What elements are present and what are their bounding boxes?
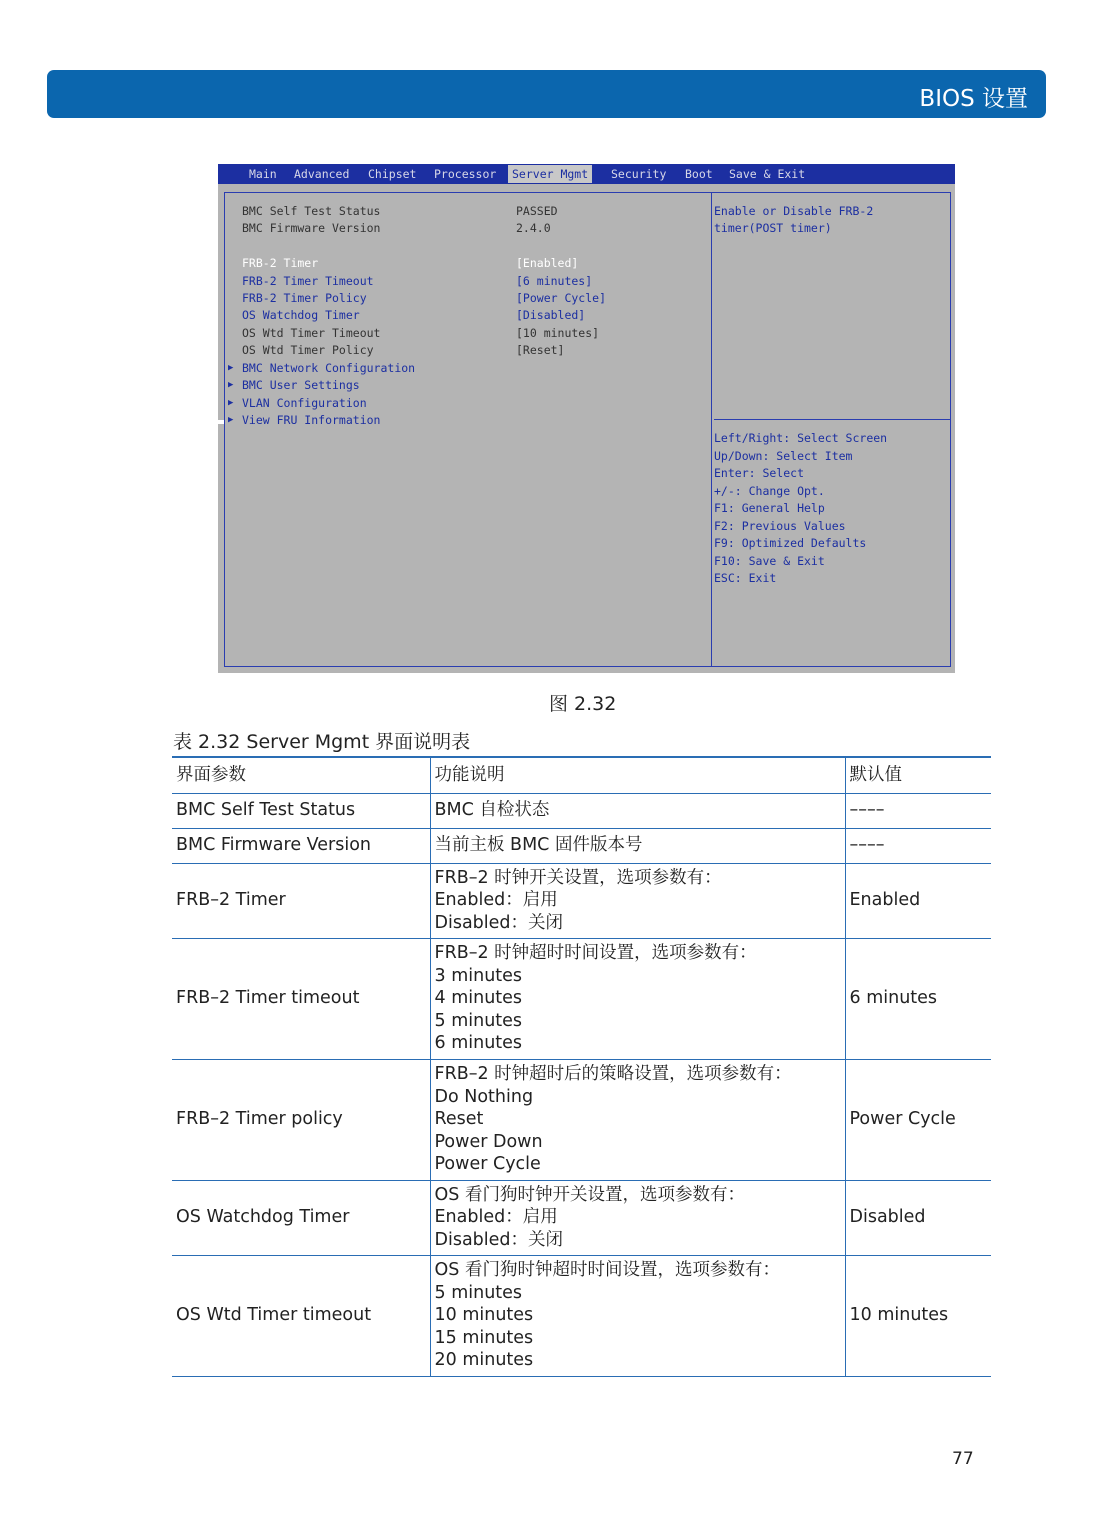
desc-cell xyxy=(430,938,845,1059)
bios-key-hint: F2: Previous Values xyxy=(714,519,846,533)
bios-item-value[interactable]: [Power Cycle] xyxy=(516,291,607,305)
desc-cell xyxy=(430,793,845,828)
desc-line: Enabled：启用 xyxy=(434,890,558,911)
param-cell: FRB–2 Timer xyxy=(172,863,430,938)
desc-line: 5 minutes xyxy=(434,1282,523,1303)
table-row xyxy=(172,1255,991,1376)
bios-tab-boot[interactable]: Boot xyxy=(685,167,713,181)
default-cell: –––– xyxy=(845,793,991,828)
bios-item-value[interactable]: [Disabled] xyxy=(516,308,586,322)
bios-help-text: Enable or Disable FRB-2 xyxy=(714,204,874,218)
param-cell: BMC Self Test Status xyxy=(172,793,430,828)
bios-tab-main[interactable]: Main xyxy=(249,167,277,181)
bios-tab-bar xyxy=(218,164,955,184)
desc-line: FRB–2 时钟开关设置，选项参数有： xyxy=(434,867,722,888)
bios-key-hint: Enter: Select xyxy=(714,466,805,480)
bios-key-hint: Up/Down: Select Item xyxy=(714,449,853,463)
desc-line: Do Nothing xyxy=(434,1086,534,1107)
bios-tab-advanced[interactable]: Advanced xyxy=(294,167,350,181)
bios-submenu-view-fru[interactable]: View FRU Information xyxy=(242,413,381,427)
desc-line: 20 minutes xyxy=(434,1350,534,1371)
desc-line: Disabled：关闭 xyxy=(434,1229,564,1250)
desc-cell xyxy=(430,863,845,938)
header-cell: 界面参数 xyxy=(172,757,430,793)
desc-line: 6 minutes xyxy=(434,1033,523,1054)
param-cell: FRB–2 Timer timeout xyxy=(172,938,430,1059)
bios-item-label: OS Wtd Timer Policy xyxy=(242,343,374,357)
bios-help-divider xyxy=(714,419,950,420)
table-header-row xyxy=(172,757,991,793)
table-row xyxy=(172,793,991,828)
default-cell: Disabled xyxy=(845,1180,991,1255)
desc-line: BMC 自检状态 xyxy=(434,800,550,821)
bios-key-hint: F1: General Help xyxy=(714,501,825,515)
spec-table xyxy=(172,756,991,1377)
bios-tab-processor[interactable]: Processor xyxy=(434,167,497,181)
table-row xyxy=(172,1059,991,1180)
bios-item-os-watchdog[interactable]: OS Watchdog Timer xyxy=(242,308,360,322)
table-title: 表 2.32 Server Mgmt 界面说明表 xyxy=(173,731,471,753)
table-row xyxy=(172,863,991,938)
bios-item-value: [Reset] xyxy=(516,343,565,357)
submenu-arrow-icon: ▶ xyxy=(228,398,234,408)
desc-line: Power Cycle xyxy=(434,1154,541,1175)
bios-tab-save-exit[interactable]: Save & Exit xyxy=(729,167,806,181)
bios-key-hint: +/-: Change Opt. xyxy=(714,484,825,498)
submenu-arrow-icon: ▶ xyxy=(228,363,234,373)
param-cell: OS Watchdog Timer xyxy=(172,1180,430,1255)
bios-item-label: BMC Self Test Status xyxy=(242,204,381,218)
header-cell: 默认值 xyxy=(845,757,991,793)
default-cell: –––– xyxy=(845,828,991,863)
bios-submenu-vlan[interactable]: VLAN Configuration xyxy=(242,396,367,410)
desc-line: OS 看门狗时钟超时时间设置，选项参数有： xyxy=(434,1260,780,1281)
bios-item-value: 2.4.0 xyxy=(516,221,551,235)
default-cell: 6 minutes xyxy=(845,938,991,1059)
default-cell: Power Cycle xyxy=(845,1059,991,1180)
page-number: 77 xyxy=(952,1449,974,1469)
bios-tab-chipset[interactable]: Chipset xyxy=(368,167,417,181)
desc-line: Enabled：启用 xyxy=(434,1207,558,1228)
submenu-arrow-icon: ▶ xyxy=(228,415,234,425)
bios-help-panel xyxy=(711,192,951,667)
submenu-arrow-icon: ▶ xyxy=(228,380,234,390)
desc-line: 5 minutes xyxy=(434,1010,523,1031)
bios-item-value: [10 minutes] xyxy=(516,326,600,340)
desc-line: OS 看门狗时钟开关设置，选项参数有： xyxy=(434,1184,745,1205)
bios-key-hint: Left/Right: Select Screen xyxy=(714,431,888,445)
desc-cell xyxy=(430,1059,845,1180)
param-cell: OS Wtd Timer timeout xyxy=(172,1255,430,1376)
bios-cursor-marker xyxy=(218,420,224,424)
bios-item-frb2-timer[interactable]: FRB-2 Timer xyxy=(242,256,319,270)
desc-line: 15 minutes xyxy=(434,1327,534,1348)
param-cell: FRB–2 Timer policy xyxy=(172,1059,430,1180)
bios-screenshot xyxy=(218,164,955,673)
default-cell: 10 minutes xyxy=(845,1255,991,1376)
param-cell: BMC Firmware Version xyxy=(172,828,430,863)
table-row xyxy=(172,1180,991,1255)
figure-caption: 图 2.32 xyxy=(549,693,617,715)
desc-cell xyxy=(430,1180,845,1255)
default-cell: Enabled xyxy=(845,863,991,938)
bios-key-hint: F9: Optimized Defaults xyxy=(714,536,867,550)
desc-line: 当前主板 BMC 固件版本号 xyxy=(434,835,643,856)
table-row xyxy=(172,938,991,1059)
table-row xyxy=(172,828,991,863)
bios-submenu-bmc-user[interactable]: BMC User Settings xyxy=(242,378,360,392)
desc-line: Disabled：关闭 xyxy=(434,912,564,933)
bios-item-label: BMC Firmware Version xyxy=(242,221,381,235)
desc-line: Power Down xyxy=(434,1131,543,1152)
bios-help-text: timer(POST timer) xyxy=(714,221,832,235)
bios-item-label: OS Wtd Timer Timeout xyxy=(242,326,381,340)
desc-line: Reset xyxy=(434,1109,484,1130)
desc-line: FRB–2 时钟超时时间设置，选项参数有： xyxy=(434,943,757,964)
desc-cell xyxy=(430,1255,845,1376)
bios-item-value[interactable]: [Enabled] xyxy=(516,256,579,270)
bios-item-value: PASSED xyxy=(516,204,558,218)
desc-line: FRB–2 时钟超时后的策略设置，选项参数有： xyxy=(434,1064,792,1085)
bios-item-value[interactable]: [6 minutes] xyxy=(516,274,593,288)
bios-tab-server-mgmt[interactable]: Server Mgmt xyxy=(508,165,592,183)
desc-cell xyxy=(430,828,845,863)
desc-line: 10 minutes xyxy=(434,1305,534,1326)
header-bar xyxy=(47,70,1046,118)
bios-item-frb2-timeout[interactable]: FRB-2 Timer Timeout xyxy=(242,274,374,288)
header-title: BIOS 设置 xyxy=(919,86,1028,112)
header-cell: 功能说明 xyxy=(430,757,845,793)
desc-line: 3 minutes xyxy=(434,965,523,986)
bios-key-hint: ESC: Exit xyxy=(714,571,777,585)
bios-tab-security[interactable]: Security xyxy=(611,167,667,181)
bios-key-hint: F10: Save & Exit xyxy=(714,554,825,568)
bios-item-frb2-policy[interactable]: FRB-2 Timer Policy xyxy=(242,291,367,305)
desc-line: 4 minutes xyxy=(434,988,523,1009)
bios-submenu-bmc-network[interactable]: BMC Network Configuration xyxy=(242,361,416,375)
